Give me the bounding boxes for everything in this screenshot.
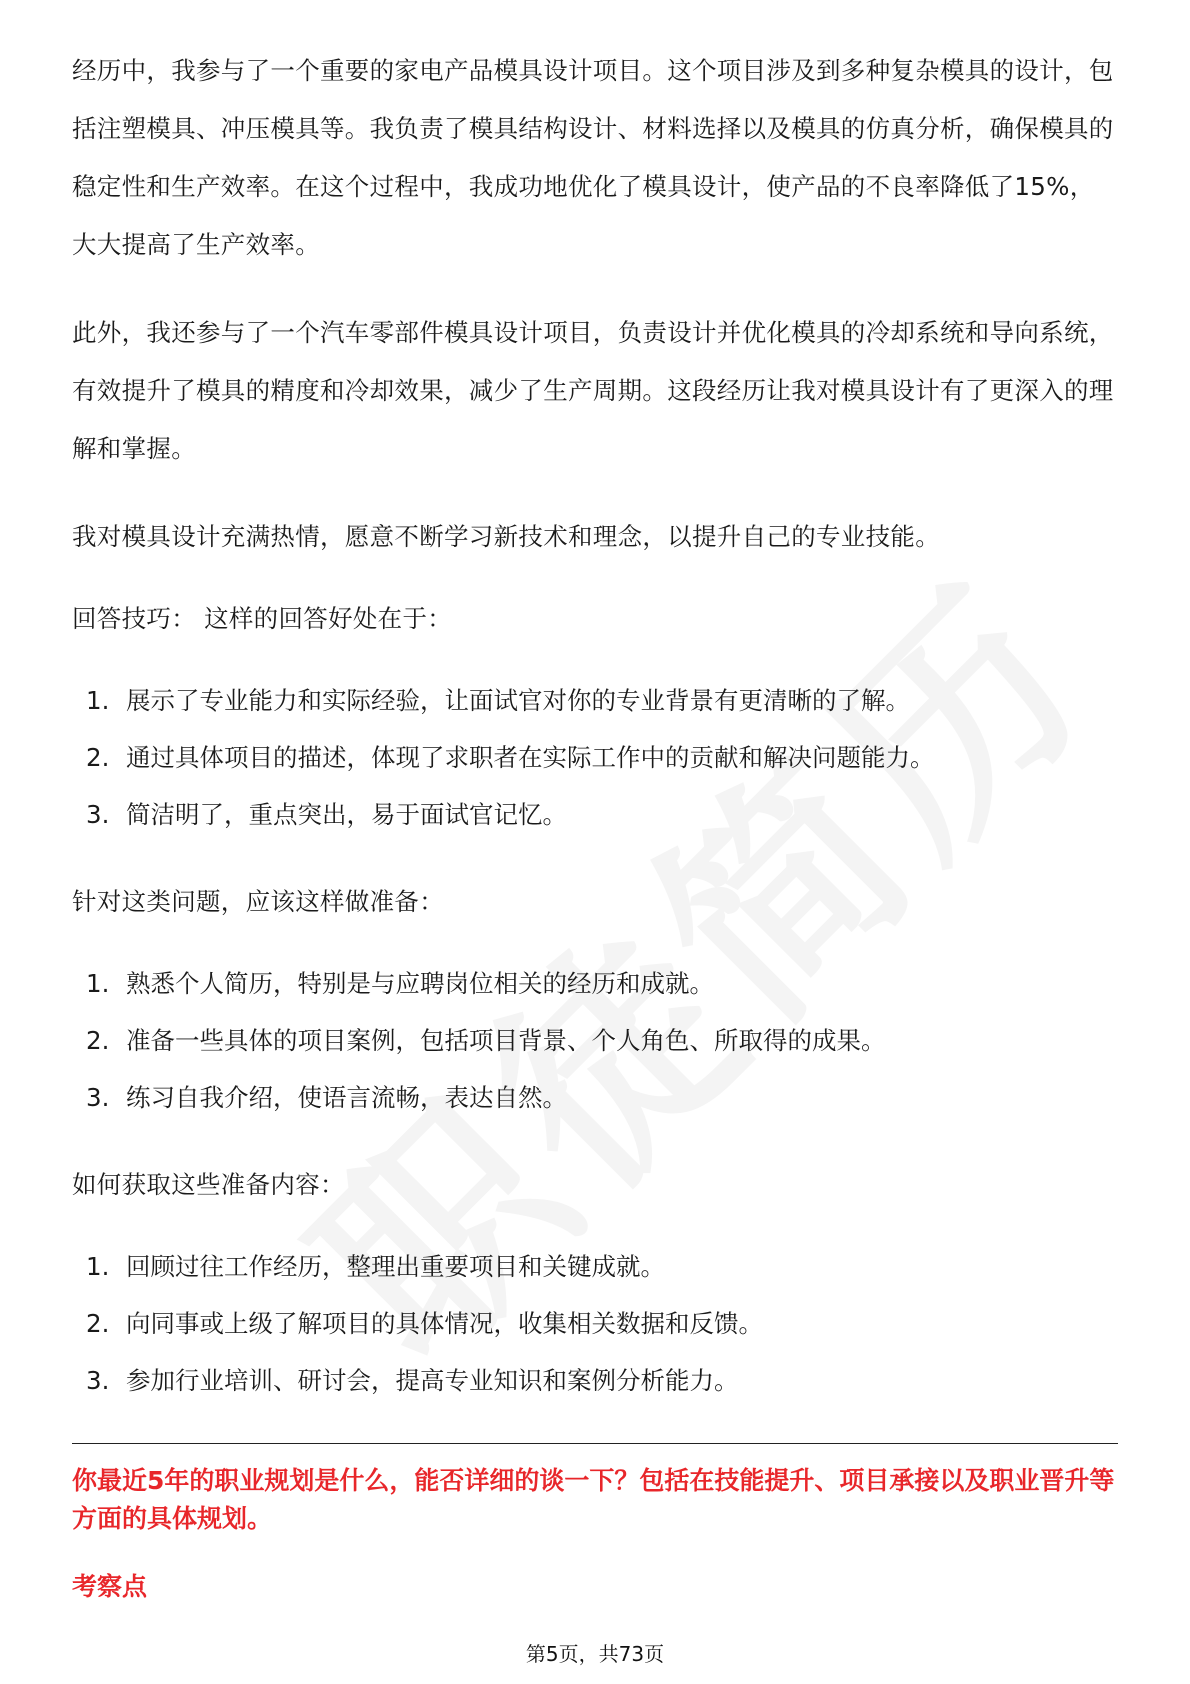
list-item [72,1069,1118,1126]
list-item [72,1012,1118,1069]
prep-intro: 针对这类问题，应该这样做准备： [72,887,444,916]
list-number: 3. [86,1366,110,1395]
list-item [72,1352,1118,1409]
list-text: 准备一些具体的项目案例，包括项目背景、个人角色、所取得的成果。 [126,1026,886,1055]
paragraph-experience: 经历中，我参与了一个重要的家电产品模具设计项目。这个项目涉及到多种复杂模具的设计，包括注塑模具、冲压模具等。我负责了模具结构设计、材料选择以及模具的仿真分析，确保模具的稳定性和生产效率。在这个过程中，我成功地优化了模具设计，使产品的不良率降低了15%，大大提高了生产效率。 [72,56,1114,259]
tips-list [72,672,1118,843]
document-page [72,42,1118,1606]
list-text: 练习自我介绍，使语言流畅，表达自然。 [126,1083,567,1112]
section-heading: 考察点 [72,1572,148,1601]
list-number: 3. [86,800,110,829]
tips-intro: 回答技巧： 这样的回答好处在于： [72,604,453,633]
list-text: 向同事或上级了解项目的具体情况，收集相关数据和反馈。 [126,1309,763,1338]
list-item [72,1238,1118,1295]
list-item [72,955,1118,1012]
list-number: 1. [86,1252,110,1281]
paragraph-auto-parts: 此外，我还参与了一个汽车零部件模具设计项目，负责设计并优化模具的冷却系统和导向系统，有效提升了模具的精度和冷却效果，减少了生产周期。这段经历让我对模具设计有了更深入的理解和掌握。 [72,318,1114,463]
list-text: 参加行业培训、研讨会，提高专业知识和案例分析能力。 [126,1366,739,1395]
prep-list [72,955,1118,1126]
list-item [72,1295,1118,1352]
list-item [72,729,1118,786]
list-item [72,786,1118,843]
list-number: 3. [86,1083,110,1112]
obtain-list [72,1238,1118,1409]
obtain-intro: 如何获取这些准备内容： [72,1170,345,1199]
list-text: 简洁明了，重点突出，易于面试官记忆。 [126,800,567,829]
list-text: 通过具体项目的描述，体现了求职者在实际工作中的贡献和解决问题能力。 [126,743,935,772]
list-number: 2. [86,1026,110,1055]
list-text: 回顾过往工作经历，整理出重要项目和关键成就。 [126,1252,665,1281]
page-footer: 第5页，共73页 [525,1642,665,1666]
next-question-heading: 你最近5年的职业规划是什么，能否详细的谈一下？包括在技能提升、项目承接以及职业晋升等方面的具体规划。 [72,1466,1115,1533]
paragraph-passion: 我对模具设计充满热情，愿意不断学习新技术和理念，以提升自己的专业技能。 [72,522,940,551]
list-number: 2. [86,743,110,772]
list-number: 1. [86,686,110,715]
list-number: 2. [86,1309,110,1338]
list-item [72,672,1118,729]
list-text: 熟悉个人简历，特别是与应聘岗位相关的经历和成就。 [126,969,714,998]
section-divider [72,1443,1118,1444]
list-text: 展示了专业能力和实际经验，让面试官对你的专业背景有更清晰的了解。 [126,686,910,715]
list-number: 1. [86,969,110,998]
